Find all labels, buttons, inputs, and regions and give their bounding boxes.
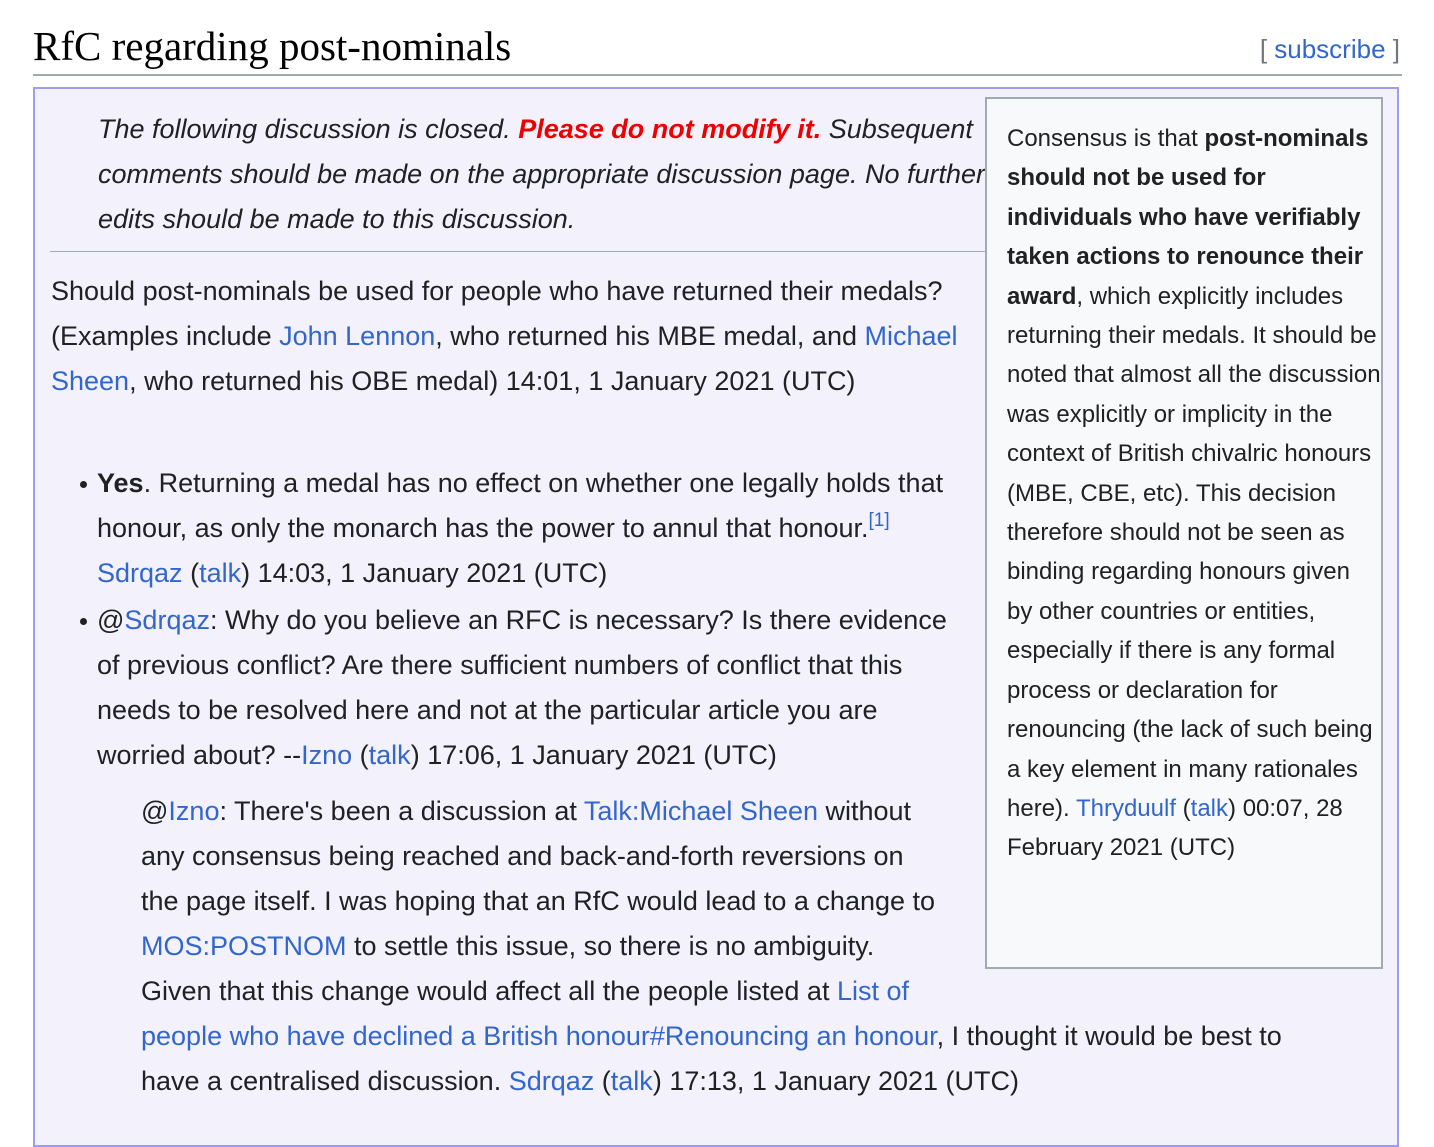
link-list-declined-honours[interactable]: people who have declined a British honour#Renouncing an honour: [141, 1021, 937, 1051]
timestamp: 17:06, 1 January 2021 (UTC): [427, 740, 777, 770]
timestamp: 00:07, 28 February 2021 (UTC): [1007, 794, 1343, 862]
timestamp: 17:13, 1 January 2021 (UTC): [669, 1066, 1019, 1096]
talk-link[interactable]: talk: [199, 558, 242, 588]
user-link-sdrqaz[interactable]: Sdrqaz: [97, 558, 183, 588]
subscribe-link[interactable]: subscribe: [1274, 34, 1386, 64]
link-michael-sheen[interactable]: Michael Sheen: [51, 321, 958, 396]
reply-comment: @Izno: There's been a discussion at Talk:Michael Sheen without any consensus being reached and back-and-forth reversions on the page itself. I was hoping that an RfC would lead to a change to MOS:POSTNOM to settle this issue, so there is no ambiguity. Given that this change would affect all the people listed at List of people who have declined a British honour#Renouncing an honour, I thought it would be best to have a centralised discussion. Sdrqaz (talk) 17:13, 1 January 2021 (UTC): [141, 796, 1282, 1096]
link-talk-michael-sheen[interactable]: Talk:Michael Sheen: [583, 796, 818, 826]
timestamp: 14:03, 1 January 2021 (UTC): [257, 558, 608, 588]
comment-item: @Sdrqaz: Why do you believe an RFC is necessary? Is there evidence of previous conflict? Are there sufficient numbers of conflict that this needs to be resolved here and not at the particular article you are worried about? --Izno (talk) 17:06, 1 January 2021 (UTC): [75, 598, 955, 778]
talk-link[interactable]: talk: [610, 1066, 653, 1096]
ping-link-izno[interactable]: Izno: [168, 796, 220, 826]
link-john-lennon[interactable]: John Lennon: [279, 321, 436, 351]
subscribe-control: [ subscribe ]: [1259, 34, 1400, 64]
link-mos-postnom[interactable]: MOS:POSTNOM: [141, 931, 347, 961]
user-link-thryduulf[interactable]: Thryduulf: [1075, 794, 1176, 822]
closed-discussion-box: [33, 87, 1399, 1147]
user-link-sdrqaz[interactable]: Sdrqaz: [508, 1066, 595, 1096]
section-title: RfC regarding post-nominals: [33, 23, 512, 69]
section-heading: [33, 18, 1402, 76]
user-link-izno[interactable]: Izno: [301, 740, 353, 770]
reference-link[interactable]: [1]: [868, 510, 890, 531]
close-summary: Consensus is that post-nominals should not be used for individuals who have verifiably taken actions to renounce their award, which explicitly includes returning their medals. It should be noted that almost all the discussion was explicitly or implicity in the context of British chivalric honours (MBE, CBE, etc). This decision therefore should not be seen as binding regarding honours given by other countries or entities, especially if there is any formal process or declaration for renouncing (the lack of such being a key element in many rationales here). Thryduulf (talk) 00:07, 28 February 2021 (UTC): [985, 97, 1383, 969]
comment-list: [75, 461, 955, 780]
talk-link[interactable]: talk: [1190, 794, 1229, 822]
ping-link-sdrqaz[interactable]: Sdrqaz: [124, 605, 210, 635]
link-list-declined-honours[interactable]: List of: [836, 976, 909, 1006]
rfc-question: Should post-nominals be used for people who have returned their medals? (Examples include John Lennon, who returned his MBE medal, and Michael Sheen, who returned his OBE medal) 14:01, 1 January 2021 (UTC): [51, 276, 958, 396]
notice-divider: [50, 251, 985, 252]
do-not-modify-warning: Please do not modify it.: [518, 114, 822, 144]
talk-link[interactable]: talk: [368, 740, 411, 770]
closed-notice: The following discussion is closed. Please do not modify it. Subsequent comments should be made on the appropriate discussion page. No further edits should be made to this discussion.: [98, 114, 986, 234]
comment-item: Yes. Returning a medal has no effect on whether one legally holds that honour, as only the monarch has the power to annul that honour.[1] Sdrqaz (talk) 14:03, 1 January 2021 (UTC): [75, 461, 955, 596]
